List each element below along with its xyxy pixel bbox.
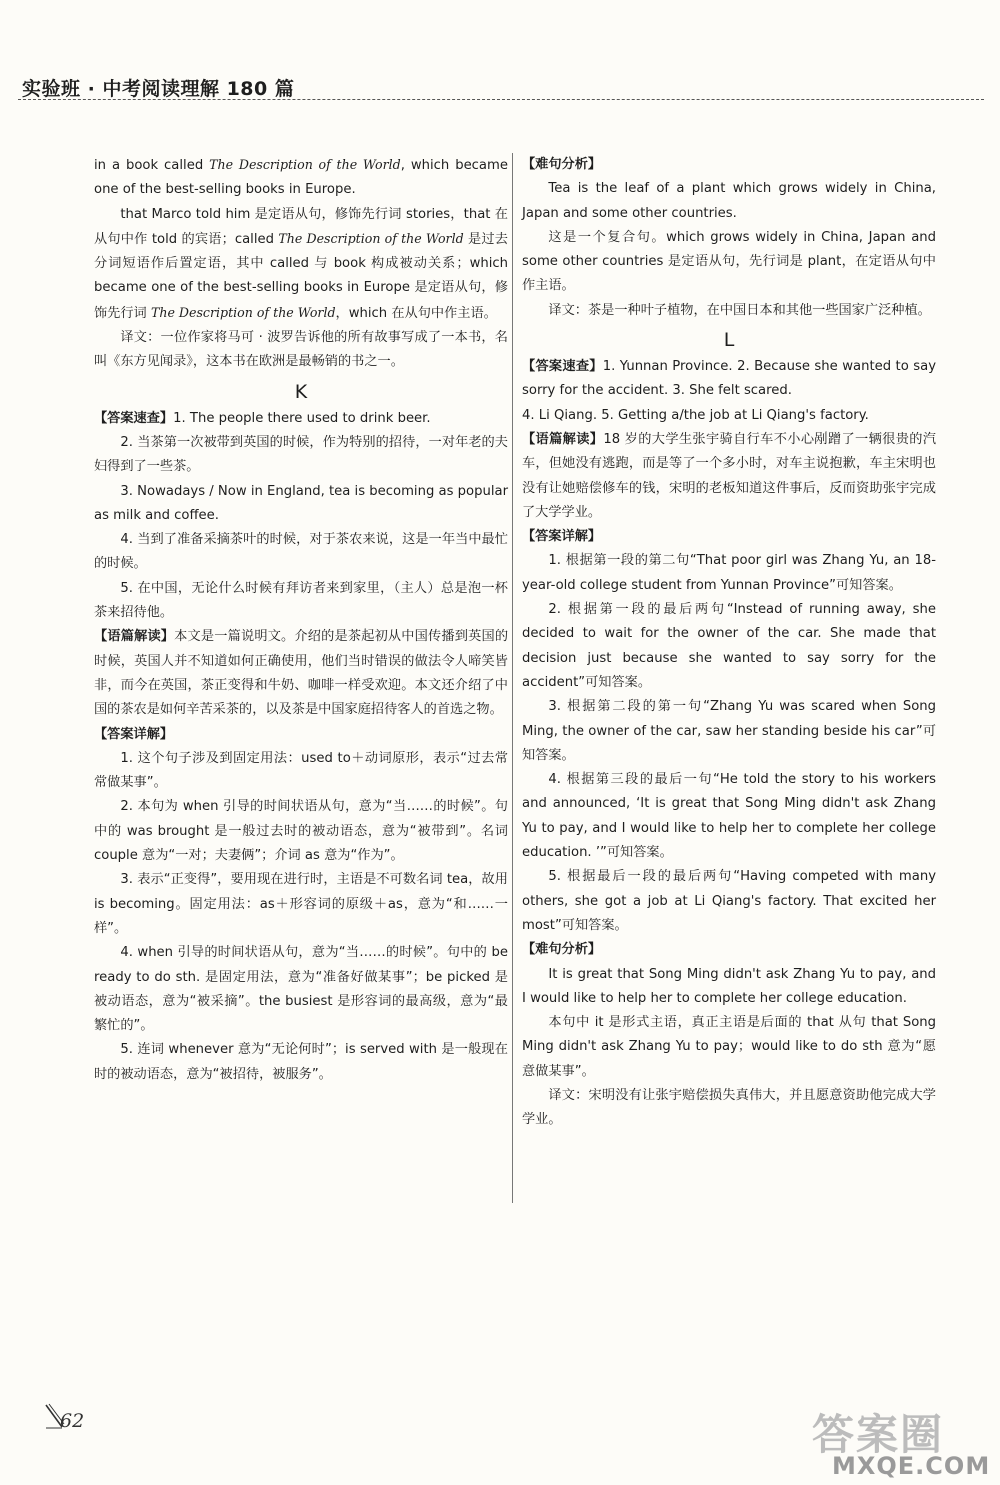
analysis-tag: 【语篇解读】	[522, 431, 604, 447]
difficult-sentence-tag: 【难句分析】	[522, 157, 602, 172]
translation: 译文：茶是一种叶子植物，在中国日本和其他一些国家广泛种植。	[548, 302, 931, 318]
book-title: The Description of the World	[150, 304, 336, 320]
passage-analysis: 【语篇解读】本文是一篇说明文。介绍的是茶起初从中国传播到英国的时候，英国人并不知道如何正确使用，他们当时错误的做法令人啼笑皆非，而今在英国，茶正变得和牛奶、咖啡一样受欢迎。本文还介绍了中国的茶农是如何辛苦采茶的，以及茶是中国家庭招待客人的首选之物。	[94, 629, 509, 718]
translation: 译文：宋明没有让张宇赔偿损失真伟大，并且愿意资助他完成大学学业。	[522, 1087, 936, 1128]
detail-item: 4. 根据第三段的最后一句“He told the story to his workers and announced, ‘It is great that Song Ming didn't ask Zhang Yu to pay, and I would like to help her to complete her college education. ’”可知答案。	[522, 772, 936, 861]
answer-tag: 【答案速查】	[94, 410, 174, 426]
detail-item: 5. 连词 whenever 意为“无论何时”；is served with 是一般现在时的被动语态，意为“被招待，被服务”。	[94, 1042, 508, 1082]
detail-item: 2. 根据第一段的最后两句“Instead of running away, she decided to wait for the owner of the car. She made that decision just because she wanted to say sorry for the accident”可知答案。	[522, 602, 936, 690]
section-heading-k: K	[294, 380, 308, 403]
right-column	[522, 153, 936, 1133]
detail-item: 4. when 引导的时间状语从句，意为“当……的时候”。句中的 be ready to do sth. 是固定用法，意为“准备好做某事”；be picked 是被动语态，意为“被采摘”。the busiest 是形容词的最高级，意为“最繁忙的”。	[94, 945, 508, 1034]
answer-item: 【答案速查】1. The people there used to drink beer.	[94, 410, 431, 426]
detail-item: 1. 这个句子涉及到固定用法：used to＋动词原形，表示“过去常常做某事”。	[94, 750, 508, 791]
book-title: The Description of the World	[278, 230, 464, 246]
translation: 译文：一位作家将马可 · 波罗告诉他的所有故事写成了一本书，名叫《东方见闻录》，这本书在欧洲是最畅销的书之一。	[94, 330, 508, 370]
book-title: The Description of the World	[209, 157, 401, 172]
answer-item: 4. Li Qiang. 5. Getting a/the job at Li Qiang's factory.	[522, 407, 869, 423]
watermark-text: MXQE.COM	[832, 1452, 991, 1480]
passage-analysis: 【语篇解读】18 岁的大学生张宇骑自行车不小心剐蹭了一辆很贵的汽车，但她没有逃跑，而是等了一个多小时，对车主说抱歉，车主宋明也没有让她赔偿修车的钱，宋明的老板知道这件事后，反而资助张宇完成了大学学业。	[522, 431, 937, 520]
detail-item: 1. 根据第一段的第二句“That poor girl was Zhang Yu, an 18-year-old college student from Yunnan Province”可知答案。	[522, 553, 936, 593]
sentence-analysis: 本句中 it 是形式主语，真正主语是后面的 that 从句 that Song Ming didn't ask Zhang Yu to pay；would like to do sth 意为“愿意做某事”。	[522, 1015, 936, 1079]
header-title: 实验班 · 中考阅读理解 180 篇	[22, 78, 295, 100]
left-column	[94, 153, 508, 1087]
section-heading-l: L	[723, 329, 735, 352]
detail-item: 2. 本句为 when 引导的时间状语从句，意为“当……的时候”。句中的 was brought 是一般过去时的被动语态，意为“被带到”。名词 couple 意为“一对；夫妻俩”；介词 as 意为“作为”。	[94, 799, 508, 864]
answer-item: 3. Nowadays / Now in England, tea is becoming as popular as milk and coffee.	[94, 483, 508, 523]
difficult-sentence: It is great that Song Ming didn't ask Zhang Yu to pay, and I would like to help her to complete her college education.	[522, 966, 936, 1006]
difficult-sentence: Tea is the leaf of a plant which grows widely in China, Japan and some other countries.	[522, 181, 936, 221]
detail-item: 5. 根据最后一段的最后两句“Having competed with many others, she got a job at Li Qiang's factory. That excited her most”可知答案。	[522, 869, 936, 933]
answer-tag: 【答案速查】	[522, 359, 603, 375]
detail-tag: 【答案详解】	[94, 726, 174, 742]
watermark-logo: 答案圈	[812, 1410, 945, 1459]
answer-item: 4. 当到了准备采摘茶叶的时候，对于茶农来说，这是一年当中最忙的时候。	[94, 532, 508, 572]
difficult-sentence-tag: 【难句分析】	[522, 942, 602, 958]
paragraph: in a book called The Description of the World, which became one of the best-selling books in Europe.	[94, 157, 508, 198]
paragraph: that Marco told him 是定语从句，修饰先行词 stories，that 在从句中作 told 的宾语；called The Description of the World 是过去分词短语作后置定语，其中 called 与 book 构成被动关系；which became one of the best-selling books in Europe 是定语从句，修饰先行词 The Description of the World，which 在从句中作主语。	[94, 206, 508, 321]
analysis-tag: 【语篇解读】	[94, 629, 175, 645]
answer-item: 5. 在中国，无论什么时候有拜访者来到家里，（主人）总是泡一杯茶来招待他。	[94, 580, 508, 621]
sentence-analysis: 这是一个复合句。which grows widely in China, Japan and some other countries 是定语从句，先行词是 plant，在定语从句中作主语。	[522, 229, 936, 294]
header-divider	[18, 99, 984, 100]
answer-item: 【答案速查】1. Yunnan Province. 2. Because she wanted to say sorry for the accident. 3. She felt scared.	[522, 359, 937, 399]
detail-tag: 【答案详解】	[522, 529, 602, 545]
page-number: 62	[60, 1410, 85, 1432]
answer-item: 2. 当茶第一次被带到英国的时候，作为特别的招待，一对年老的夫妇得到了一些茶。	[94, 434, 508, 475]
detail-item: 3. 表示“正变得”，要用现在进行时，主语是不可数名词 tea，故用 is becoming。固定用法：as＋形容词的原级＋as，意为“和……一样”。	[94, 872, 508, 936]
detail-item: 3. 根据第二段的第一句“Zhang Yu was scared when Song Ming, the owner of the car, saw her standing beside his car”可知答案。	[522, 699, 936, 763]
column-divider	[512, 153, 513, 1203]
